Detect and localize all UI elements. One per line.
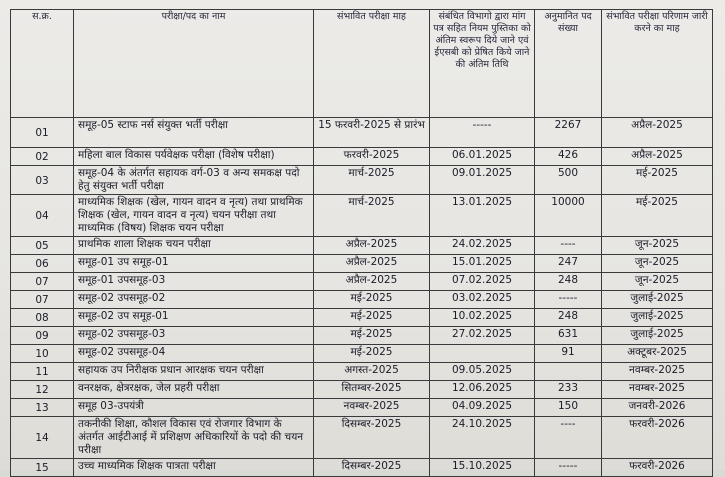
cell-posts: ---- xyxy=(535,237,602,255)
cell-result: जुलाई-2025 xyxy=(602,327,713,345)
cell-posts: 2267 xyxy=(535,118,602,148)
cell-posts: 91 xyxy=(535,345,602,363)
cell-name: तकनीकी शिक्षा, कौशल विकास एवं रोजगार विभाग के अंतर्गत आईटीआई में प्रशिक्षण अधिकारियों के पदो की चयन परीक्षा xyxy=(74,417,314,459)
cell-name: उच्च माध्यमिक शिक्षक पात्रता परीक्षा xyxy=(74,459,314,477)
table-row xyxy=(11,291,713,309)
cell-posts: 10000 xyxy=(535,195,602,237)
cell-result: मई-2025 xyxy=(602,195,713,237)
cell-date: 24.02.2025 xyxy=(430,237,535,255)
cell-sno: 04 xyxy=(11,195,74,237)
cell-month: मई-2025 xyxy=(314,309,430,327)
header-posts: अनुमानित पद संख्या xyxy=(535,10,602,118)
cell-date: 07.02.2025 xyxy=(430,273,535,291)
cell-sno: 01 xyxy=(11,118,74,148)
cell-posts: ---- xyxy=(535,417,602,459)
header-month: संभावित परीक्षा माह xyxy=(314,10,430,118)
cell-result: अप्रैल-2025 xyxy=(602,118,713,148)
cell-date: ----- xyxy=(430,118,535,148)
table-row xyxy=(11,237,713,255)
cell-month: मार्च-2025 xyxy=(314,166,430,195)
cell-name: समूह-02 उपसमूह-04 xyxy=(74,345,314,363)
cell-posts: 248 xyxy=(535,273,602,291)
table-row xyxy=(11,327,713,345)
table-row xyxy=(11,195,713,237)
cell-month: नवम्बर-2025 xyxy=(314,399,430,417)
cell-sno: 13 xyxy=(11,399,74,417)
cell-name: माध्यमिक शिक्षक (खेल, गायन वादन व नृत्य) तथा प्राथमिक शिक्षक (खेल, गायन वादन व नृत्य) चयन परीक्षा तथा माध्यमिक (विषय) शिक्षक चयन परीक्षा xyxy=(74,195,314,237)
cell-result: मई-2025 xyxy=(602,166,713,195)
table-row xyxy=(11,166,713,195)
cell-sno: 15 xyxy=(11,459,74,477)
cell-month: फरवरी-2025 xyxy=(314,148,430,166)
header-name: परीक्षा/पद का नाम xyxy=(74,10,314,118)
cell-posts: 150 xyxy=(535,399,602,417)
cell-posts: 631 xyxy=(535,327,602,345)
cell-name: समूह-02 उपसमूह-03 xyxy=(74,327,314,345)
cell-posts: 247 xyxy=(535,255,602,273)
table-row xyxy=(11,399,713,417)
cell-month: मई-2025 xyxy=(314,291,430,309)
cell-posts: ----- xyxy=(535,291,602,309)
cell-month: अप्रैल-2025 xyxy=(314,255,430,273)
cell-name: महिला बाल विकास पर्यवेक्षक परीक्षा (विशेष परीक्षा) xyxy=(74,148,314,166)
table-row xyxy=(11,148,713,166)
cell-date: 15.01.2025 xyxy=(430,255,535,273)
cell-result: जुलाई-2025 xyxy=(602,309,713,327)
cell-name: समूह-02 उपसमूह-02 xyxy=(74,291,314,309)
cell-month: मई-2025 xyxy=(314,327,430,345)
cell-name: समूह-02 उप समूह-01 xyxy=(74,309,314,327)
cell-date: 09.01.2025 xyxy=(430,166,535,195)
cell-sno: 08 xyxy=(11,309,74,327)
cell-posts: 233 xyxy=(535,381,602,399)
cell-month: मार्च-2025 xyxy=(314,195,430,237)
table-row xyxy=(11,345,713,363)
table-row xyxy=(11,417,713,459)
cell-result: जनवरी-2026 xyxy=(602,399,713,417)
cell-month: दिसम्बर-2025 xyxy=(314,417,430,459)
cell-name: सहायक उप निरीक्षक प्रधान आरक्षक चयन परीक्षा xyxy=(74,363,314,381)
cell-result: जून-2025 xyxy=(602,255,713,273)
cell-month: सितम्बर-2025 xyxy=(314,381,430,399)
cell-posts: 426 xyxy=(535,148,602,166)
cell-name: समूह-05 स्टाफ नर्स संयुक्त भर्ती परीक्षा xyxy=(74,118,314,148)
header-dept-date: संबंधित विभागो द्वारा मांग पत्र सहित नियम पुस्तिका को अंतिम स्वरूप दिये जाने एवं ईएसबी को प्रेषित किये जाने की अंतिम तिथि xyxy=(430,10,535,118)
cell-result: नवम्बर-2025 xyxy=(602,381,713,399)
cell-posts xyxy=(535,363,602,381)
cell-name: वनरक्षक, क्षेत्ररक्षक, जेल प्रहरी परीक्षा xyxy=(74,381,314,399)
cell-result: जून-2025 xyxy=(602,273,713,291)
table-row xyxy=(11,381,713,399)
cell-month: मई-2025 xyxy=(314,345,430,363)
cell-date: 13.01.2025 xyxy=(430,195,535,237)
cell-date: 24.10.2025 xyxy=(430,417,535,459)
table-row xyxy=(11,118,713,148)
header-result: संभावित परीक्षा परिणाम जारी करने का माह xyxy=(602,10,713,118)
cell-sno: 03 xyxy=(11,166,74,195)
cell-name: समूह-01 उपसमूह-03 xyxy=(74,273,314,291)
cell-date: 12.06.2025 xyxy=(430,381,535,399)
cell-sno: 05 xyxy=(11,237,74,255)
cell-date: 03.02.2025 xyxy=(430,291,535,309)
cell-date: 15.10.2025 xyxy=(430,459,535,477)
cell-sno: 12 xyxy=(11,381,74,399)
table-row xyxy=(11,459,713,477)
cell-month: दिसम्बर-2025 xyxy=(314,459,430,477)
cell-result: अक्टूबर-2025 xyxy=(602,345,713,363)
cell-month: अप्रैल-2025 xyxy=(314,273,430,291)
cell-date: 06.01.2025 xyxy=(430,148,535,166)
cell-month: अगस्त-2025 xyxy=(314,363,430,381)
cell-sno: 14 xyxy=(11,417,74,459)
table-row xyxy=(11,309,713,327)
header-row xyxy=(11,10,713,118)
cell-sno: 07 xyxy=(11,291,74,309)
table-row xyxy=(11,255,713,273)
cell-month: 15 फरवरी-2025 से प्रारंभ xyxy=(314,118,430,148)
cell-date: 09.05.2025 xyxy=(430,363,535,381)
header-sno: स.क्र. xyxy=(11,10,74,118)
cell-result: जुलाई-2025 xyxy=(602,291,713,309)
cell-sno: 09 xyxy=(11,327,74,345)
cell-result: जून-2025 xyxy=(602,237,713,255)
cell-sno: 11 xyxy=(11,363,74,381)
cell-date: 27.02.2025 xyxy=(430,327,535,345)
cell-name: समूह-01 उप समूह-01 xyxy=(74,255,314,273)
cell-name: प्राथमिक शाला शिक्षक चयन परीक्षा xyxy=(74,237,314,255)
exam-schedule-table xyxy=(10,9,713,477)
cell-month: अप्रैल-2025 xyxy=(314,237,430,255)
cell-result: अप्रैल-2025 xyxy=(602,148,713,166)
cell-sno: 07 xyxy=(11,273,74,291)
cell-sno: 06 xyxy=(11,255,74,273)
cell-name: समूह-04 के अंतर्गत सहायक वर्ग-03 व अन्य समकक्ष पदो हेतु संयुक्त भर्ती परीक्षा xyxy=(74,166,314,195)
cell-result: नवम्बर-2025 xyxy=(602,363,713,381)
cell-posts: 248 xyxy=(535,309,602,327)
table-row xyxy=(11,363,713,381)
cell-date: 10.02.2025 xyxy=(430,309,535,327)
cell-posts: 500 xyxy=(535,166,602,195)
cell-date: 04.09.2025 xyxy=(430,399,535,417)
cell-result: फरवरी-2026 xyxy=(602,417,713,459)
cell-date xyxy=(430,345,535,363)
table-row xyxy=(11,273,713,291)
cell-posts: ----- xyxy=(535,459,602,477)
cell-sno: 02 xyxy=(11,148,74,166)
cell-sno: 10 xyxy=(11,345,74,363)
cell-result: फरवरी-2026 xyxy=(602,459,713,477)
cell-name: समूह 03-उपयंत्री xyxy=(74,399,314,417)
